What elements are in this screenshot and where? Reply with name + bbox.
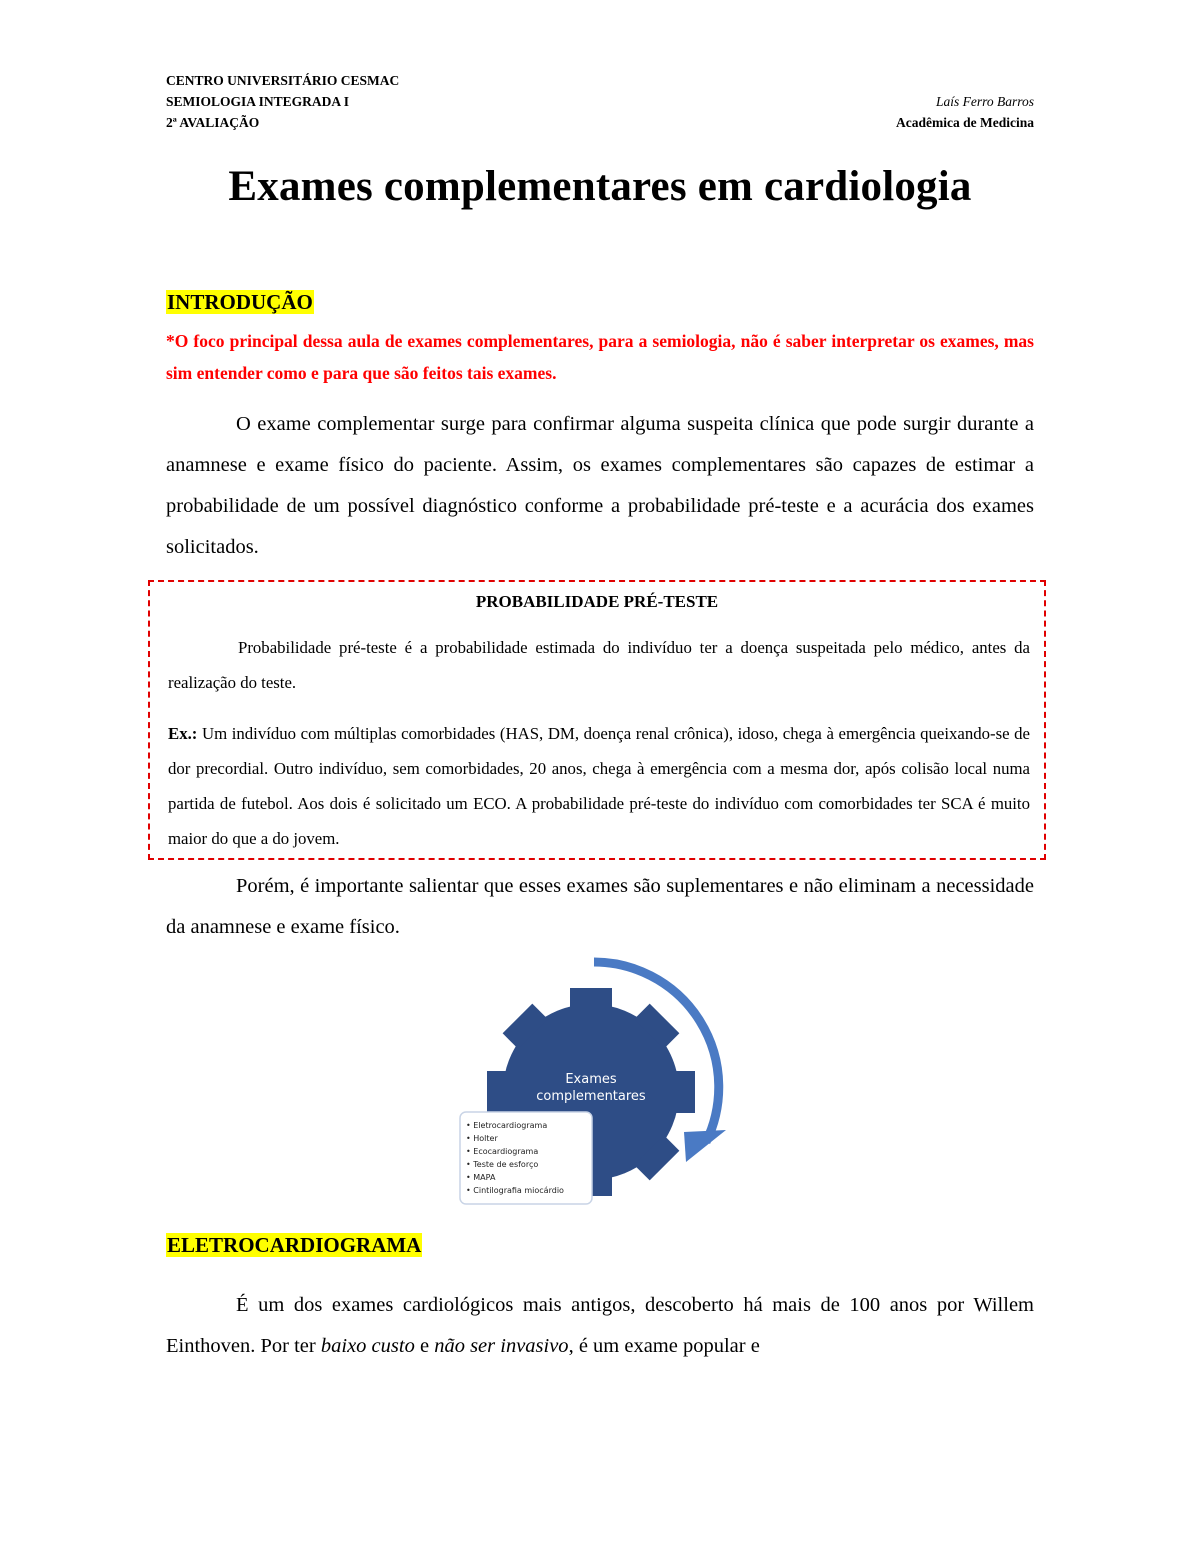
gear-label-line2: complementares [536,1089,646,1104]
intro-note: *O foco principal dessa aula de exames complementares, para a semiologia, não é saber interpretar os exames, mas sim entender como e para que são feitos tais exames. [166,331,1034,383]
cycle-arrow-head-icon [684,1130,726,1162]
second-paragraph-text: Porém, é importante salientar que esses exames são suplementares e não eliminam a necessidade da anamnese e exame físico. [166,875,1034,938]
second-paragraph [166,866,1034,948]
pretest-heading: PROBABILIDADE PRÉ-TESTE [475,592,719,611]
ecg-text-end: , é um exame popular e [568,1335,760,1357]
document-page [166,0,1034,1553]
exams-gear-diagram [456,952,756,1212]
exam-list-item: • Ecocardiograma [466,1147,539,1156]
exam-list-item: • MAPA [466,1173,496,1182]
pretest-box [148,580,1046,860]
ecg-text-start: É um dos exames cardiológicos mais antigos, descoberto há mais de 100 anos por Willem Einthoven. Por ter [166,1294,1034,1357]
pretest-example [168,716,1030,856]
exam-list-item: • Holter [466,1134,498,1143]
author-role: Acadêmica de Medicina [896,115,1034,130]
exam-label: 2ª AVALIAÇÃO [166,115,260,130]
exam-list-item: • Eletrocardiograma [466,1121,548,1130]
page-title: Exames complementares em cardiologia [228,163,972,210]
ecg-paragraph [166,1285,1034,1367]
gear-label-line1: Exames [565,1072,617,1087]
course-name: SEMIOLOGIA INTEGRADA I [166,94,350,109]
institution-name: CENTRO UNIVERSITÁRIO CESMAC [166,73,400,88]
pretest-definition-text: Probabilidade pré-teste é a probabilidade estimada do indivíduo ter a doença suspeitada pelo médico, antes da realização do teste. [168,638,1030,692]
intro-heading: INTRODUÇÃO [167,290,313,314]
ecg-heading: ELETROCARDIOGRAMA [167,1233,422,1257]
ecg-text-middle: e [414,1335,435,1357]
intro-paragraph-text: O exame complementar surge para confirmar alguma suspeita clínica que pode surgir durante a anamnese e exame físico do paciente. Assim, os exames complementares são capazes de estimar a probabilidade de um possível diagnóstico conforme a probabilidade pré-teste e a acurácia dos exames solicitados. [166,413,1034,558]
ecg-text-emphasis-1: baixo custo [320,1335,415,1357]
ecg-text-emphasis-2: não ser invasivo [434,1335,569,1357]
pretest-definition [168,630,1030,700]
document-header [166,70,1034,133]
example-label: Ex.: [168,724,198,743]
exam-list-item: • Teste de esforço [466,1160,539,1169]
intro-paragraph [166,404,1034,568]
author-name: Laís Ferro Barros [935,94,1034,109]
example-text: Um indivíduo com múltiplas comorbidades (HAS, DM, doença renal crônica), idoso, chega à emergência queixando-se de dor precordial. Outro indivíduo, sem comorbidades, 20 anos, chega à emergência com a mesma dor, após colisão local numa partida de futebol. Aos dois é solicitado um ECO. A probabilidade pré-teste do indivíduo com comorbidades ter SCA é muito maior do que a do jovem. [168,724,1030,848]
exam-list-item: • Cintilografia miocárdio [466,1186,564,1195]
